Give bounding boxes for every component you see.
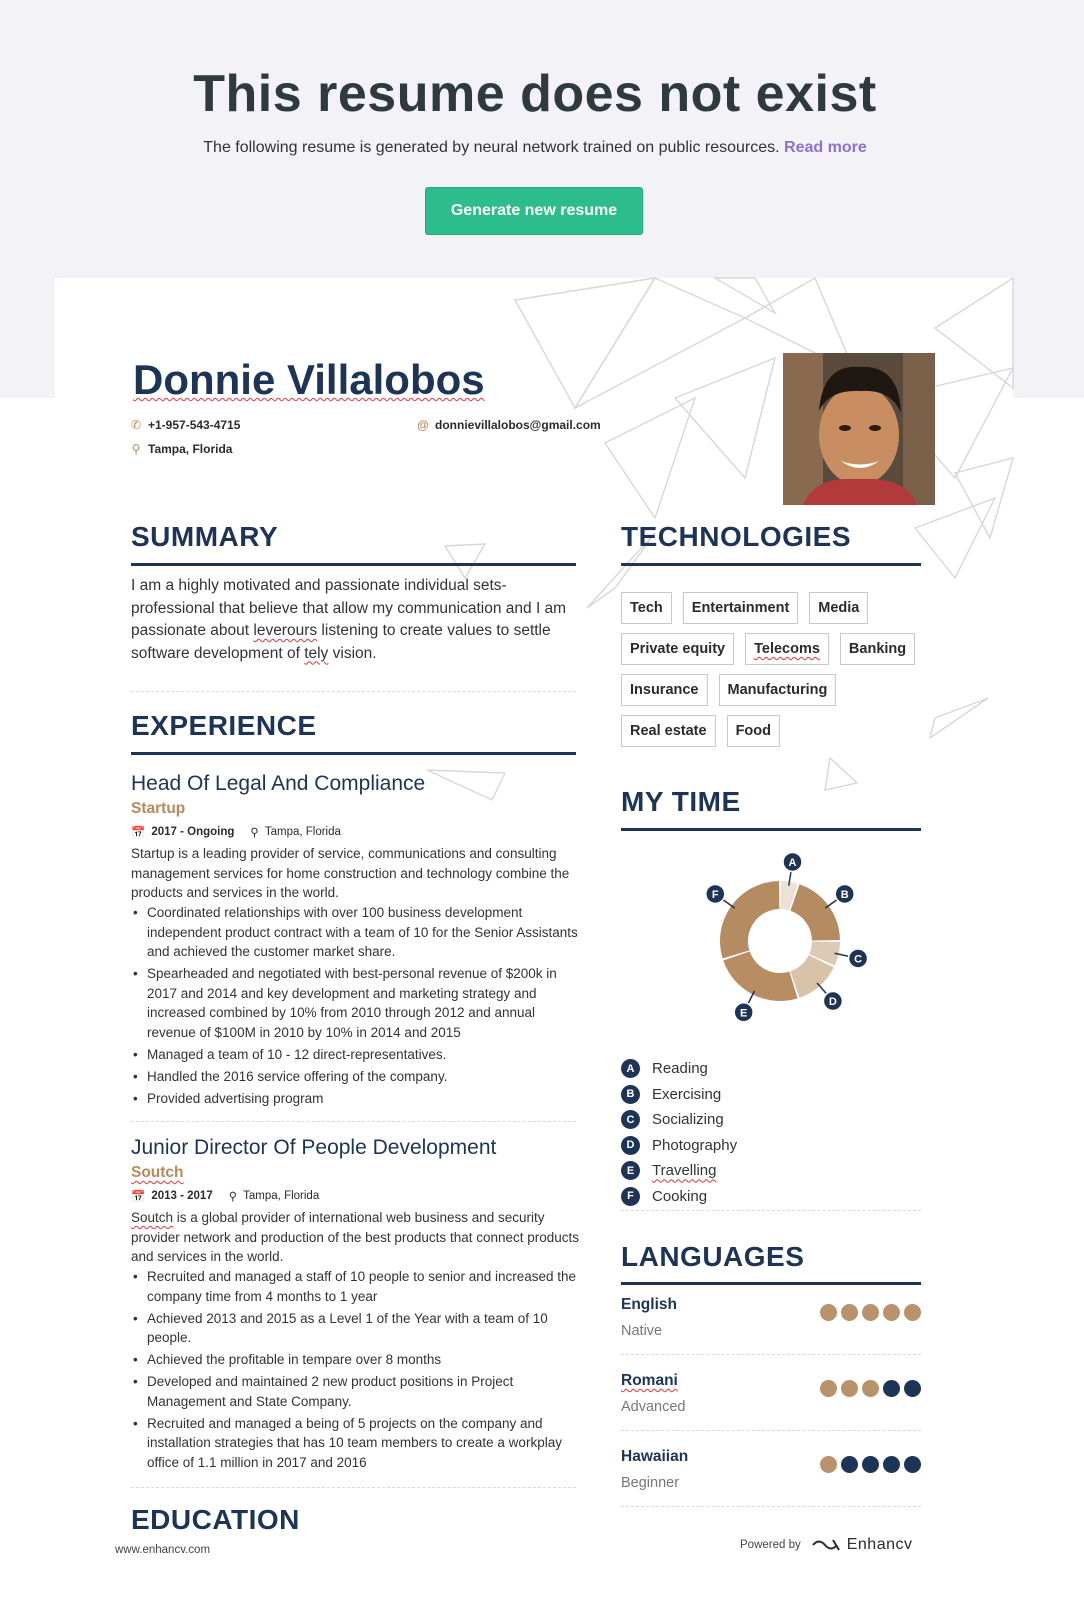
my-time-donut-chart [685,846,875,1036]
rating-dot [841,1380,858,1397]
tag: Private equity [621,633,734,665]
donut-slice [723,951,797,1001]
legend-item [621,1107,737,1133]
resume-paper [55,278,1013,1600]
experience-rule [131,752,576,755]
list-item: • Managed a team of 10 - 12 direct-representatives. [131,1045,581,1065]
name-text: Donnie Villalobos [133,356,485,403]
job-location: Tampa, Florida [264,826,341,838]
company-name: Startup [131,800,186,817]
donut-label-letter: D [828,996,837,1009]
job-title: Head Of Legal And Compliance [131,772,426,795]
legend-label: Exercising [652,1085,722,1103]
my-time-heading: MY TIME [621,786,741,817]
language-item [621,1448,921,1491]
description-part-1: Soutch [131,1210,174,1225]
location-pin-icon: ⚲ [228,1191,238,1203]
divider [131,691,576,692]
footer-powered-by [740,1536,913,1554]
rating-dot [820,1380,837,1397]
legend-item [621,1082,737,1108]
summary-part-5: vision. [328,644,377,662]
legend-item [621,1133,737,1159]
enhancv-logo[interactable] [811,1536,913,1554]
language-name: Romani [621,1372,678,1389]
summary-part-2: leverours [253,622,318,639]
location-text: Tampa, Florida [148,442,233,456]
rating-dot [820,1456,837,1473]
enhancv-logo-text: Enhancv [846,1536,913,1553]
rating-dot [883,1304,900,1321]
job-meta [131,1189,319,1203]
job-description: Startup is a leading provider of service, communications and consulting management services for home construction and technology combine the products and services in the world. [131,846,570,900]
legend-item [621,1158,737,1184]
tag: Tech [621,592,672,624]
technology-tags [621,592,931,747]
divider [621,1210,921,1211]
phone-icon: ✆ [130,418,142,432]
company-name: Soutch [131,1164,184,1181]
summary-part-3: listening to create values to settle software development of [131,622,551,662]
language-name: English [621,1296,677,1313]
job-dates: 2017 - Ongoing [151,826,235,838]
tag: Media [809,592,868,624]
rating-dot [883,1456,900,1473]
legend-label: Reading [652,1060,708,1078]
subtitle-text: The following resume is generated by neural network trained on public resources. [203,139,780,156]
phone-row [130,418,240,432]
summary-part-4: tely [304,644,329,662]
summary-part-1: I am a highly motivated and passionate individual sets-professional that believe that allow my communication and I am passionate about [131,577,567,639]
rating-dot [820,1304,837,1321]
divider [131,1121,576,1122]
email-row [417,418,601,432]
legend-item [621,1184,737,1210]
language-level: Beginner [621,1475,680,1491]
rating-dot [862,1456,879,1473]
tag: Banking [840,633,915,665]
donut-label-letter: B [840,888,849,901]
list-item: • Achieved 2013 and 2015 as a Level 1 of the Year with a team of 10 people. [131,1309,581,1348]
calendar-icon: 📅 [131,1191,146,1203]
list-item: • Achieved the profitable in tempare over 8 months [131,1350,581,1370]
education-heading-text: EDUCATION [131,1504,300,1535]
job-dates: 2013 - 2017 [151,1190,213,1202]
languages-rule [621,1282,921,1285]
tag: Manufacturing [719,674,837,706]
legend-label: Travelling [652,1162,717,1180]
donut-slice [790,884,840,940]
language-rating [820,1304,921,1321]
language-rating [820,1380,921,1397]
legend-label: Socializing [652,1111,724,1129]
rating-dot [904,1456,921,1473]
rating-dot [862,1380,879,1397]
list-item: • Handled the 2016 service offering of the company. [131,1067,581,1087]
generate-new-resume-button[interactable]: Generate new resume [425,187,643,235]
job-location: Tampa, Florida [243,1190,320,1202]
enhancv-logo-icon [811,1537,841,1553]
language-name: Hawaiian [621,1448,689,1465]
tag: Telecoms [745,633,829,665]
rating-dot [841,1456,858,1473]
location-pin-icon: ⚲ [250,827,259,839]
experience-heading: EXPERIENCE [131,710,317,741]
legend-item [621,1056,737,1082]
summary-text [131,575,583,665]
divider [131,1487,576,1488]
location-pin-icon: ⚲ [131,442,141,456]
languages-heading: LANGUAGES [621,1241,805,1272]
email-address[interactable]: donnievillalobos@gmail.com [435,418,601,432]
donut-label-letter: A [788,856,797,869]
job-title: Junior Director Of People Development [131,1136,497,1159]
legend-letter: E [621,1161,640,1180]
technologies-rule [621,563,921,566]
legend-label: Photography [652,1136,738,1154]
rating-dot [883,1380,900,1397]
divider [621,1430,921,1431]
job-meta [131,825,341,839]
list-item: • Spearheaded and negotiated with best-personal revenue of $200k in 2017 and 2014 and key development and marketing strategy and increased combined by 10% from 2010 through 2012 and annual revenue of $100M in 2010 by 10% in 2014 and 2015 [131,964,581,1042]
education-heading-partial [131,1504,591,1535]
list-item: • Recruited and managed a being of 5 projects on the company and installation strategies that has 10 team members to create a workplay office of 1.1 million in 2017 and 2016 [131,1414,581,1473]
language-level: Native [621,1323,663,1339]
profile-photo-illustration [783,353,935,505]
tag: Entertainment [683,592,799,624]
footer-site-link[interactable]: www.enhancv.com [115,1544,211,1556]
rating-dot [862,1304,879,1321]
job-bullets [131,1267,581,1475]
summary-heading: SUMMARY [131,521,279,552]
list-item: • Provided advertising program [131,1089,581,1109]
powered-by-label: Powered by [740,1539,801,1551]
donut-slice [720,881,779,959]
summary-rule [131,563,576,566]
page-title: This resume does not exist [193,65,877,123]
legend-letter: F [621,1187,640,1206]
language-item [621,1296,921,1339]
job-bullets [131,903,581,1111]
language-level: Advanced [621,1399,686,1415]
tag: Real estate [621,715,716,747]
list-item: • Coordinated relationships with over 100 business development independent product contract with a team of 10 for the Senior Assistants and achieved the customer market share. [131,903,581,962]
divider [621,1354,921,1355]
tag: Food [727,715,780,747]
at-icon: @ [417,418,429,432]
legend-letter: D [621,1136,640,1155]
legend-letter: A [621,1059,640,1078]
description-part-2: is a global provider of international web business and security provider network and production of the best products that connect products and services in the world. [131,1210,580,1264]
tag: Insurance [621,674,708,706]
page-subtitle [0,139,1070,157]
divider [621,1506,921,1507]
my-time-rule [621,828,921,831]
calendar-icon: 📅 [131,827,146,839]
donut-label-letter: E [740,1007,748,1020]
donut-label-letter: C [854,953,863,966]
language-rating [820,1456,921,1473]
rating-dot [841,1304,858,1321]
phone-number[interactable]: +1-957-543-4715 [148,418,241,432]
legend-label: Cooking [652,1187,708,1205]
list-item: • Recruited and managed a staff of 10 people to senior and increased the company time from 4 months to 1 year [131,1267,581,1306]
candidate-name [133,356,485,404]
legend-letter: C [621,1110,640,1129]
location-row [130,442,232,456]
donut-label-letter: F [711,888,719,901]
job-description [131,1208,581,1267]
read-more-link[interactable]: Read more [784,139,867,156]
my-time-legend [621,1056,737,1209]
technologies-heading: TECHNOLOGIES [621,521,852,552]
list-item: • Developed and maintained 2 new product positions in Project Management and State Company. [131,1372,581,1411]
profile-photo [783,353,935,505]
legend-letter: B [621,1085,640,1104]
rating-dot [904,1380,921,1397]
rating-dot [904,1304,921,1321]
language-item [621,1372,921,1415]
